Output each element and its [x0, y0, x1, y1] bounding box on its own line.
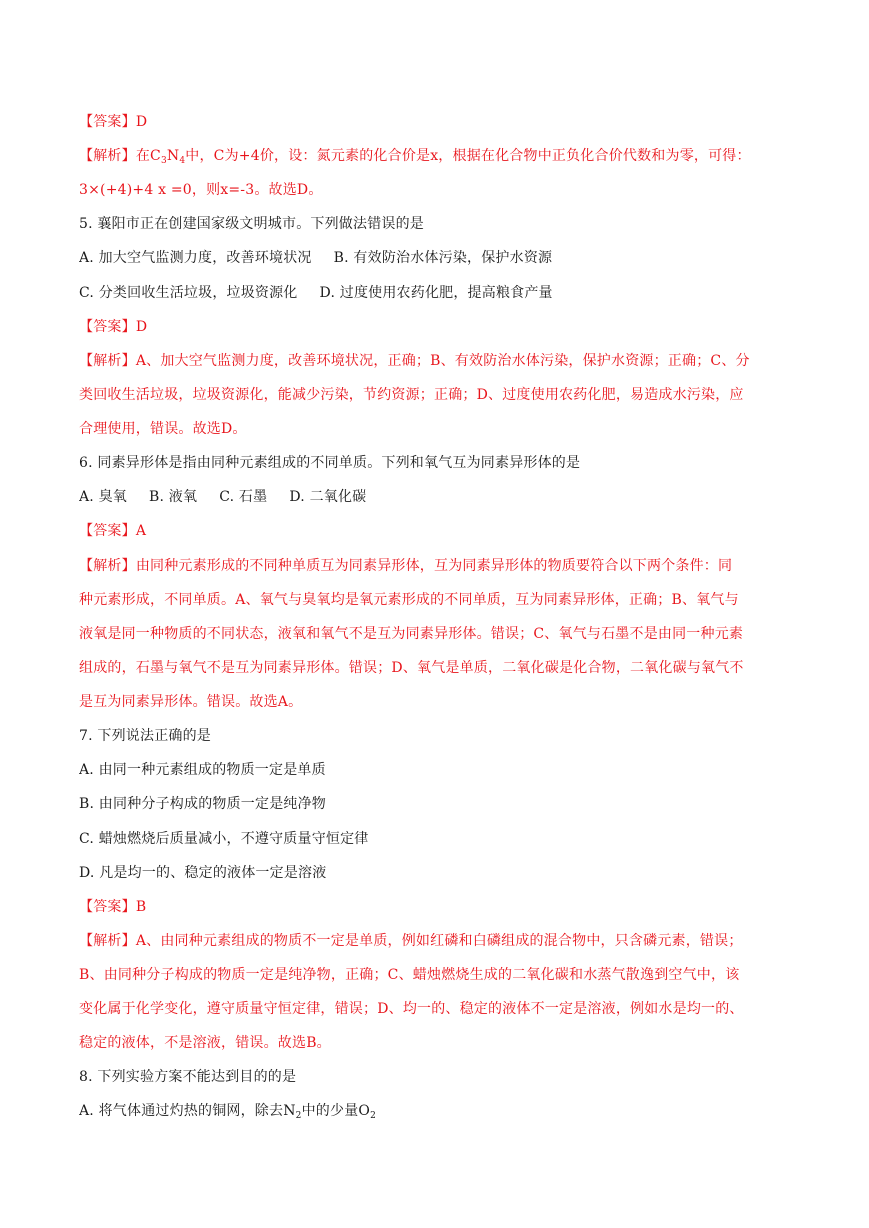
analysis-tag: 【解析】	[79, 558, 136, 574]
q5-options-row-2	[79, 283, 791, 303]
q6-analysis-line-5: 是互为同素异形体。错误。故选A。	[79, 694, 303, 710]
q5-option-d: D. 过度使用农药化肥，提高粮食产量	[319, 285, 553, 301]
analysis-tag: 【解析】	[79, 353, 136, 369]
q6-analysis-line-4: 组成的，石墨与氧气不是互为同素异形体。错误；D、氧气是单质，二氧化碳是化合物，二氧化碳与氧气不	[79, 660, 744, 676]
q7-analysis-line-3: 变化属于化学变化，遵守质量守恒定律，错误；D、均一的、稳定的液体不一定是溶液，例如水是均一的、	[79, 1001, 744, 1017]
q7-option-a: A. 由同一种元素组成的物质一定是单质	[79, 762, 326, 778]
q8-option-a: A. 将气体通过灼热的铜网，除去$N_2$中的少量$O_2$	[79, 1103, 377, 1121]
analysis-text: A、由同种元素组成的物质不一定是单质，例如红磷和白磷组成的混合物中，只含磷元素，错误；	[135, 933, 743, 949]
q5-option-c: C. 分类回收生活垃圾，垃圾资源化	[79, 285, 298, 301]
q7-stem: 7. 下列说法正确的是	[79, 728, 212, 744]
answer-value: D	[135, 114, 148, 130]
answer-tag: 【答案】	[79, 319, 136, 335]
q5-analysis-line-2: 类回收生活垃圾，垃圾资源化，能减少污染，节约资源；正确；D、过度使用农药化肥，易造成水污染，应	[79, 387, 744, 403]
q7-analysis-line-1	[79, 931, 791, 951]
q5-options-row-1	[79, 248, 791, 268]
q6-option-a: A. 臭氧	[79, 489, 128, 505]
q4-analysis-line-1	[79, 146, 791, 166]
q7-option-d: D. 凡是均一的、稳定的液体一定是溶液	[79, 865, 327, 881]
q6-options-row	[79, 487, 791, 507]
analysis-text: A、加大空气监测力度，改善环境状况，正确；B、有效防治水体污染，保护水资源；正确；C、分	[135, 353, 750, 369]
q5-analysis-line-3: 合理使用，错误。故选D。	[79, 421, 247, 437]
q8-stem: 8. 下列实验方案不能达到目的的是	[79, 1069, 297, 1085]
q6-analysis-line-3: 液氧是同一种物质的不同状态，液氧和氧气不是互为同素异形体。错误；C、氧气与石墨不是由同一种元素	[79, 626, 744, 642]
answer-value: B	[135, 899, 147, 915]
q5-stem: 5. 襄阳市正在创建国家级文明城市。下列做法错误的是	[79, 216, 425, 232]
analysis-tag: 【解析】	[79, 933, 136, 949]
q6-option-b: B. 液氧	[149, 489, 198, 505]
analysis-text: 在$C_3N_4$中，C为+4价，设：氮元素的化合价是x，根据在化合物中正负化合价代数和为零，可得：	[135, 148, 751, 166]
answer-tag: 【答案】	[79, 899, 136, 915]
q6-option-c: C. 石墨	[219, 489, 268, 505]
q6-option-d: D. 二氧化碳	[289, 489, 367, 505]
q5-answer	[79, 317, 791, 337]
q6-analysis-line-2: 种元素形成，不同单质。A、氧气与臭氧均是氧元素形成的不同单质，互为同素异形体，正确；B、氧气与	[79, 592, 739, 608]
q4-analysis-line-2: 3×(+4)+4 x =0，则x=-3。故选D。	[79, 182, 323, 198]
q5-option-a: A. 加大空气监测力度，改善环境状况	[79, 250, 312, 266]
analysis-text: 由同种元素形成的不同种单质互为同素异形体，互为同素异形体的物质要符合以下两个条件：同	[135, 558, 733, 574]
q7-option-c: C. 蜡烛燃烧后质量减小，不遵守质量守恒定律	[79, 831, 369, 847]
q7-option-b: B. 由同种分子构成的物质一定是纯净物	[79, 796, 326, 812]
q7-analysis-line-2: B、由同种分子构成的物质一定是纯净物，正确；C、蜡烛燃烧生成的二氧化碳和水蒸气散逸到空气中，该	[79, 967, 740, 983]
q4-answer	[79, 112, 791, 132]
q7-analysis-line-4: 稳定的液体，不是溶液，错误。故选B。	[79, 1035, 331, 1051]
q5-analysis-line-1	[79, 351, 791, 371]
answer-tag: 【答案】	[79, 523, 136, 539]
q7-answer	[79, 897, 791, 917]
answer-value: D	[135, 319, 148, 335]
q6-stem: 6. 同素异形体是指由同种元素组成的不同单质。下列和氧气互为同素异形体的是	[79, 455, 581, 471]
answer-tag: 【答案】	[79, 114, 136, 130]
q5-option-b: B. 有效防治水体污染，保护水资源	[333, 250, 553, 266]
q6-analysis-line-1	[79, 556, 791, 576]
answer-value: A	[135, 523, 147, 539]
q6-answer	[79, 521, 791, 541]
analysis-tag: 【解析】	[79, 148, 136, 164]
